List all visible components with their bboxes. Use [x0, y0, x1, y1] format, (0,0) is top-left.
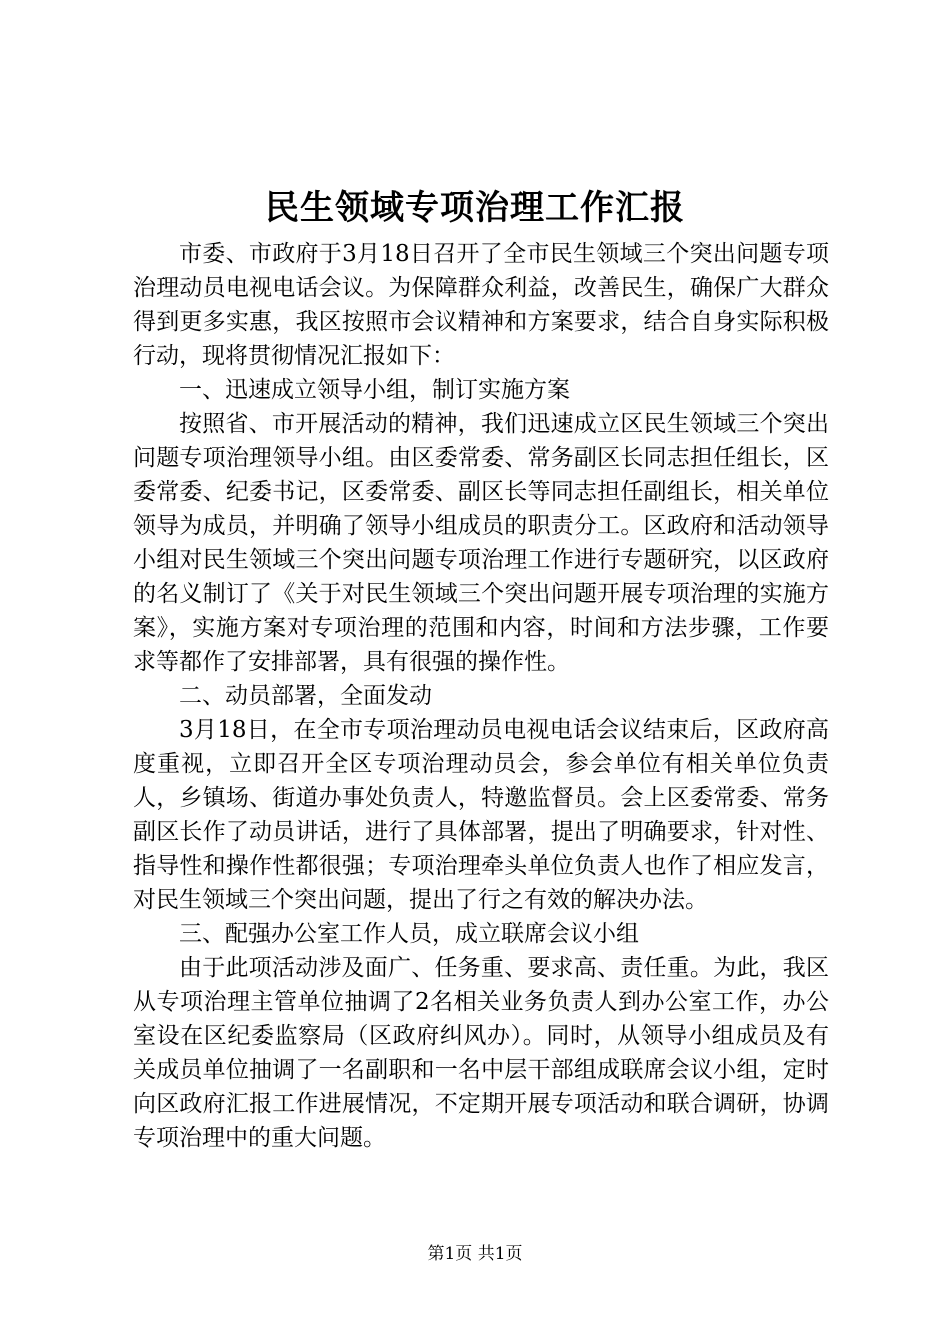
section-3-paragraph: 由于此项活动涉及面广、任务重、要求高、责任重。为此，我区从专项治理主管单位抽调了2名相关业务负责人到办公室工作，办公室设在区纪委监察局（区政府纠风办）。同时，从领导小组成员及有关成员单位抽调了一名副职和一名中层干部组成联席会议小组，定时向区政府汇报工作进展情况，不定期开展专项活动和联合调研，协调专项治理中的重大问题。 [133, 955, 829, 1151]
section-heading-1: 一、迅速成立领导小组，制订实施方案 [179, 377, 570, 403]
document-title: 民生领域专项治理工作汇报 [265, 188, 685, 228]
section-heading-3: 三、配强办公室工作人员，成立联席会议小组 [179, 921, 639, 947]
document-body [133, 237, 829, 1155]
section-heading-2: 二、动员部署，全面发动 [179, 683, 432, 709]
section-1-paragraph: 按照省、市开展活动的精神，我们迅速成立区民生领域三个突出问题专项治理领导小组。由区委常委、常务副区长同志担任组长，区委常委、纪委书记，区委常委、副区长等同志担任副组长，相关单位领导为成员，并明确了领导小组成员的职责分工。区政府和活动领导小组对民生领域三个突出问题专项治理工作进行专题研究，以区政府的名义制订了《关于对民生领域三个突出问题开展专项治理的实施方案》，实施方案对专项治理的范围和内容，时间和方法步骤，工作要求等都作了安排部署，具有很强的操作性。 [133, 411, 829, 675]
intro-paragraph: 市委、市政府于3月18日召开了全市民生领域三个突出问题专项治理动员电视电话会议。为保障群众利益，改善民生，确保广大群众得到更多实惠，我区按照市会议精神和方案要求，结合自身实际积极行动，现将贯彻情况汇报如下： [133, 241, 829, 369]
section-2-paragraph: 3月18日，在全市专项治理动员电视电话会议结束后，区政府高度重视，立即召开全区专项治理动员会，参会单位有相关单位负责人，乡镇场、街道办事处负责人，特邀监督员。会上区委常委、常务副区长作了动员讲话，进行了具体部署，提出了明确要求，针对性、指导性和操作性都很强；专项治理牵头单位负责人也作了相应发言，对民生领域三个突出问题，提出了行之有效的解决办法。 [133, 717, 829, 913]
page-footer: 第1页 共1页 [427, 1244, 523, 1264]
